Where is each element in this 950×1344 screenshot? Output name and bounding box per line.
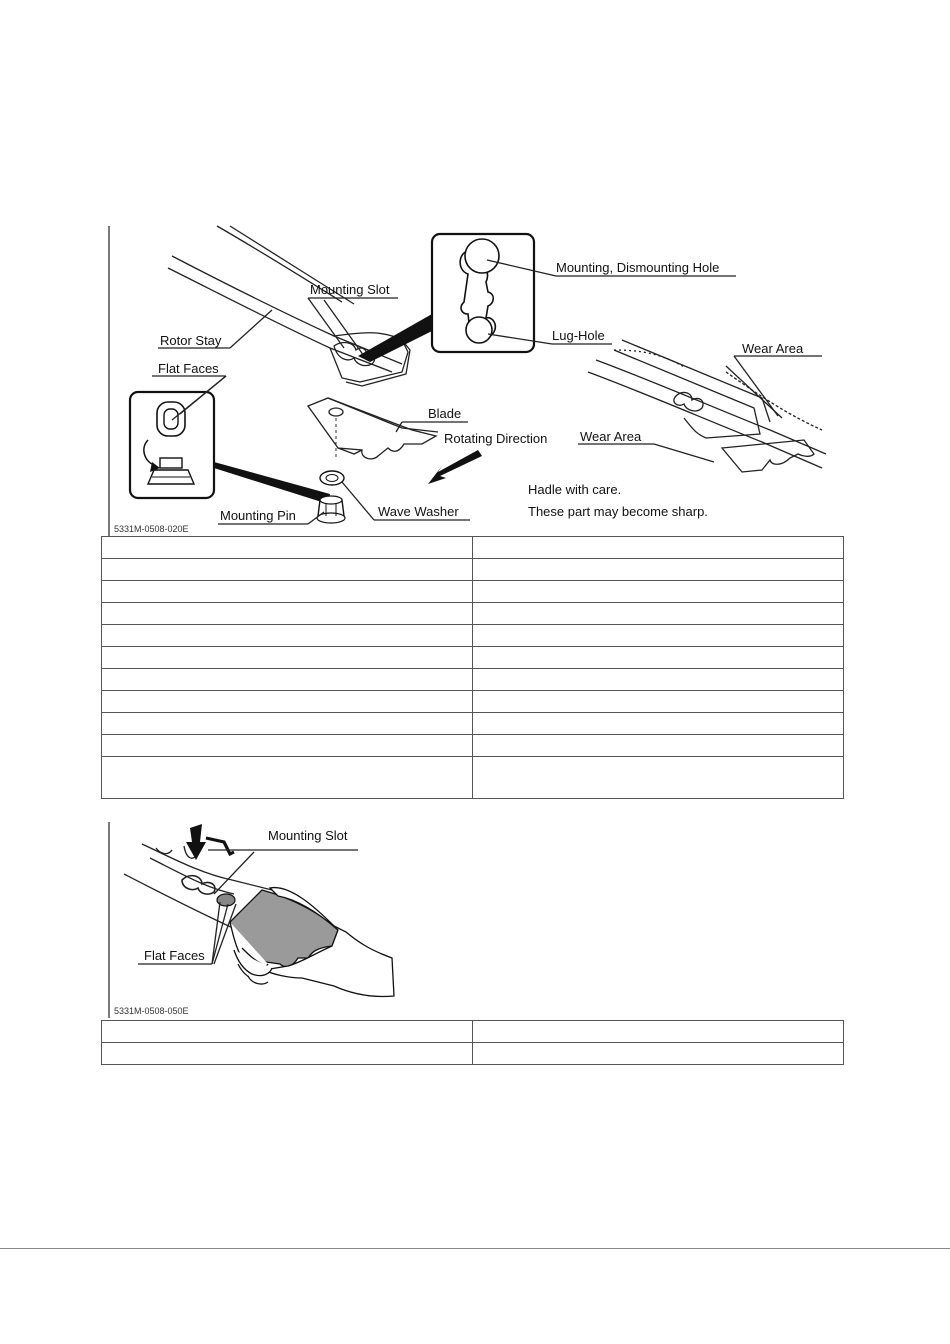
figure-blade-install-hand-drawing [102, 818, 402, 1020]
table-row [102, 713, 844, 735]
table-cell [473, 603, 844, 625]
label-wear-area-bottom: Wear Area [580, 429, 642, 444]
table-cell [473, 691, 844, 713]
table-row [102, 1021, 844, 1043]
label-rotor-stay: Rotor Stay [160, 333, 222, 348]
table-cell [102, 669, 473, 691]
caution-line-1: Hadle with care. [528, 482, 622, 497]
label-mounting-dismounting-hole: Mounting, Dismounting Hole [556, 260, 720, 275]
figure-blade-install-hand [102, 818, 402, 1020]
figure-code-2: 5331M-0508-050E [114, 1006, 189, 1016]
table-cell [473, 713, 844, 735]
table-row [102, 669, 844, 691]
table-2 [101, 1020, 844, 1065]
table-row [102, 735, 844, 757]
table-cell [102, 735, 473, 757]
figure-blade-mounting-drawing [102, 222, 844, 538]
label-rotating-direction: Rotating Direction [444, 431, 548, 446]
footer-divider [0, 1248, 950, 1249]
table-row [102, 625, 844, 647]
table-row [102, 757, 844, 799]
label-flat-faces-2: Flat Faces [144, 948, 205, 963]
figure-code: 5331M-0508-020E [114, 524, 189, 534]
label-blade: Blade [428, 406, 462, 421]
table-row [102, 603, 844, 625]
table-cell [102, 691, 473, 713]
table-cell [102, 1021, 473, 1043]
label-lug-hole: Lug-Hole [552, 328, 605, 343]
table-cell [473, 1043, 844, 1065]
table-cell [102, 647, 473, 669]
wear-area-blade-drawing [588, 340, 826, 472]
table-cell [102, 537, 473, 559]
table-cell [473, 757, 844, 799]
label-wear-area-top: Wear Area [742, 341, 804, 356]
table-cell [473, 669, 844, 691]
table-row [102, 691, 844, 713]
table-cell [102, 625, 473, 647]
label-flat-faces: Flat Faces [158, 361, 219, 376]
table-row [102, 647, 844, 669]
table-cell [102, 1043, 473, 1065]
table-cell [473, 537, 844, 559]
table-cell [473, 625, 844, 647]
table-cell [102, 603, 473, 625]
caution-line-2: These part may become sharp. [528, 504, 708, 519]
table-cell [102, 559, 473, 581]
table-cell [102, 581, 473, 603]
label-mounting-slot-2: Mounting Slot [268, 828, 348, 843]
table-cell [473, 1021, 844, 1043]
table-cell [473, 647, 844, 669]
table-cell [102, 757, 473, 799]
blade-drawing [308, 398, 438, 459]
table-cell [473, 581, 844, 603]
table-row [102, 559, 844, 581]
table-row [102, 537, 844, 559]
table-1 [101, 536, 844, 799]
table-row [102, 1043, 844, 1065]
figure-blade-mounting [102, 222, 844, 538]
table-cell [473, 735, 844, 757]
table-row [102, 581, 844, 603]
label-mounting-pin: Mounting Pin [220, 508, 296, 523]
label-mounting-slot: Mounting Slot [310, 282, 390, 297]
table-cell [473, 559, 844, 581]
table-cell [102, 713, 473, 735]
label-wave-washer: Wave Washer [378, 504, 459, 519]
